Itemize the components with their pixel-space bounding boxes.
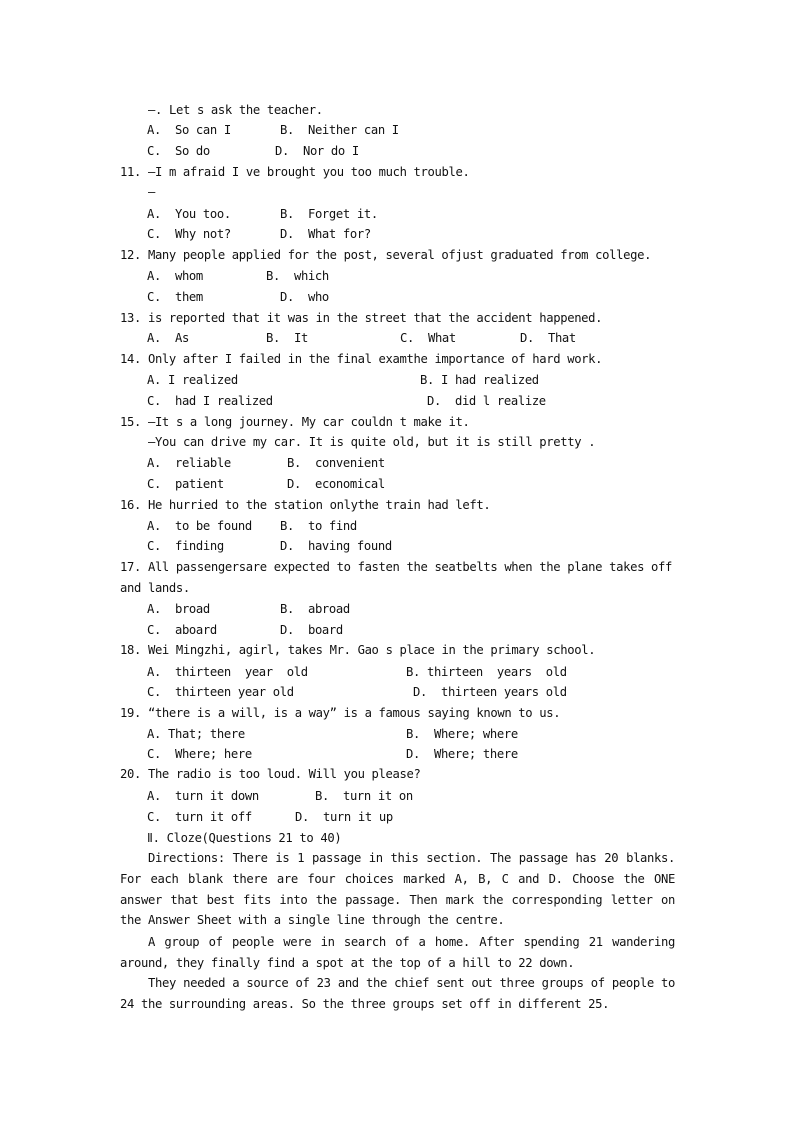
q13-option-a: A. As	[147, 331, 189, 345]
q10-option-c: C. So do	[147, 144, 210, 158]
q20-option-d: D. turn it up	[295, 810, 393, 824]
cloze-directions-text: Directions: There is 1 passage in this section. The passage has 20 blanks. For each blank there are four choices marked A, B, C and D. Choose the ONE answer that best fits into the passage. Then mark the corresponding letter on the Answer Sheet with a single line through the centre.	[120, 851, 675, 928]
q15-stem: 15. —Its a long journey. My car couldnt make it.	[120, 415, 470, 429]
q18-option-b: B. thirteen years old	[406, 665, 567, 679]
q11-reply: —	[148, 185, 155, 199]
q11-option-c: C. Why not?	[147, 227, 231, 241]
q19-option-b: B. Where; where	[406, 727, 518, 741]
q11-option-b: B. Forget it.	[280, 207, 378, 221]
q16-option-b: B. to find	[280, 519, 357, 533]
q10-option-b: B. Neither can I	[280, 123, 399, 137]
q15-option-d: D. economical	[287, 477, 385, 491]
q16-stem: 16. He hurried to the station onlythe train had left.	[120, 498, 491, 512]
q19-option-d: D. Where; there	[406, 747, 518, 761]
q10-line: —. Lets ask the teacher.	[148, 103, 323, 117]
q19-stem: 19. “there is a will, is a way” is a famous saying known to us.	[120, 706, 561, 720]
q19-option-a: A. That; there	[147, 727, 245, 741]
q15-option-b: B. convenient	[287, 456, 385, 470]
cloze-heading: Ⅱ. Cloze(Questions 21 to 40)	[147, 831, 342, 845]
q15-reply: —You can drive my car. It is quite old, but it is still pretty .	[148, 435, 596, 449]
q19-option-c: C. Where; here	[147, 747, 252, 761]
q13-stem: 13. is reported that it was in the street that the accident happened.	[120, 311, 603, 325]
q18-option-d: D. thirteen years old	[413, 685, 567, 699]
q20-option-b: B. turn it on	[315, 789, 413, 803]
cloze-directions	[120, 848, 675, 931]
q12-option-c: C. them	[147, 290, 203, 304]
q15-option-c: C. patient	[147, 477, 224, 491]
q17-option-d: D. board	[280, 623, 343, 637]
q17-stem-cont: and lands.	[120, 581, 190, 595]
q11-option-a: A. You too.	[147, 207, 231, 221]
q12-stem: 12. Many people applied for the post, several ofjust graduated from college.	[120, 248, 652, 262]
q10-option-a: A. So can I	[147, 123, 231, 137]
q15-option-a: A. reliable	[147, 456, 231, 470]
cloze-paragraph-2	[120, 973, 675, 1015]
q17-stem: 17. All passengersare expected to fasten the seatbelts when the plane takes off	[120, 560, 673, 574]
q14-option-a: A. I realized	[147, 373, 238, 387]
q11-option-d: D. What for?	[280, 227, 371, 241]
q16-option-d: D. having found	[280, 539, 392, 553]
q12-option-b: B. which	[266, 269, 329, 283]
q14-option-d: D. did l realize	[427, 394, 546, 408]
q18-stem: 18. Wei Mingzhi, agirl, takes Mr. Gaos place in the primary school.	[120, 643, 596, 657]
q16-option-c: C. finding	[147, 539, 224, 553]
q14-stem: 14. Only after I failed in the final examthe importance of hard work.	[120, 352, 603, 366]
q17-option-a: A. broad	[147, 602, 210, 616]
q13-option-d: D. That	[520, 331, 576, 345]
cloze-paragraph-1-text: A group of people were in search of a home. After spending 21 wandering around, they finally find a spot at the top of a hill to 22 down.	[120, 935, 675, 970]
cloze-paragraph-2-text: They needed a source of 23 and the chief sent out three groups of people to 24 the surrounding areas. So the three groups set off in different 25.	[120, 976, 675, 1011]
q18-option-c: C. thirteen year old	[147, 685, 294, 699]
cloze-paragraph-1	[120, 932, 675, 974]
q11-stem: 11. —Im afraid Ive brought you too much trouble.	[120, 165, 470, 179]
q13-option-b: B. It	[266, 331, 308, 345]
q14-option-c: C. had I realized	[147, 394, 273, 408]
q20-option-a: A. turn it down	[147, 789, 259, 803]
q12-option-d: D. who	[280, 290, 329, 304]
q20-option-c: C. turn it off	[147, 810, 252, 824]
q13-option-c: C. What	[400, 331, 456, 345]
q12-option-a: A. whom	[147, 269, 203, 283]
q17-option-b: B. abroad	[280, 602, 350, 616]
q10-option-d: D. Nor do I	[275, 144, 359, 158]
q16-option-a: A. to be found	[147, 519, 252, 533]
q18-option-a: A. thirteen year old	[147, 665, 308, 679]
q17-option-c: C. aboard	[147, 623, 217, 637]
q20-stem: 20. The radio is too loud. Will you please?	[120, 767, 421, 781]
q14-option-b: B. I had realized	[420, 373, 539, 387]
